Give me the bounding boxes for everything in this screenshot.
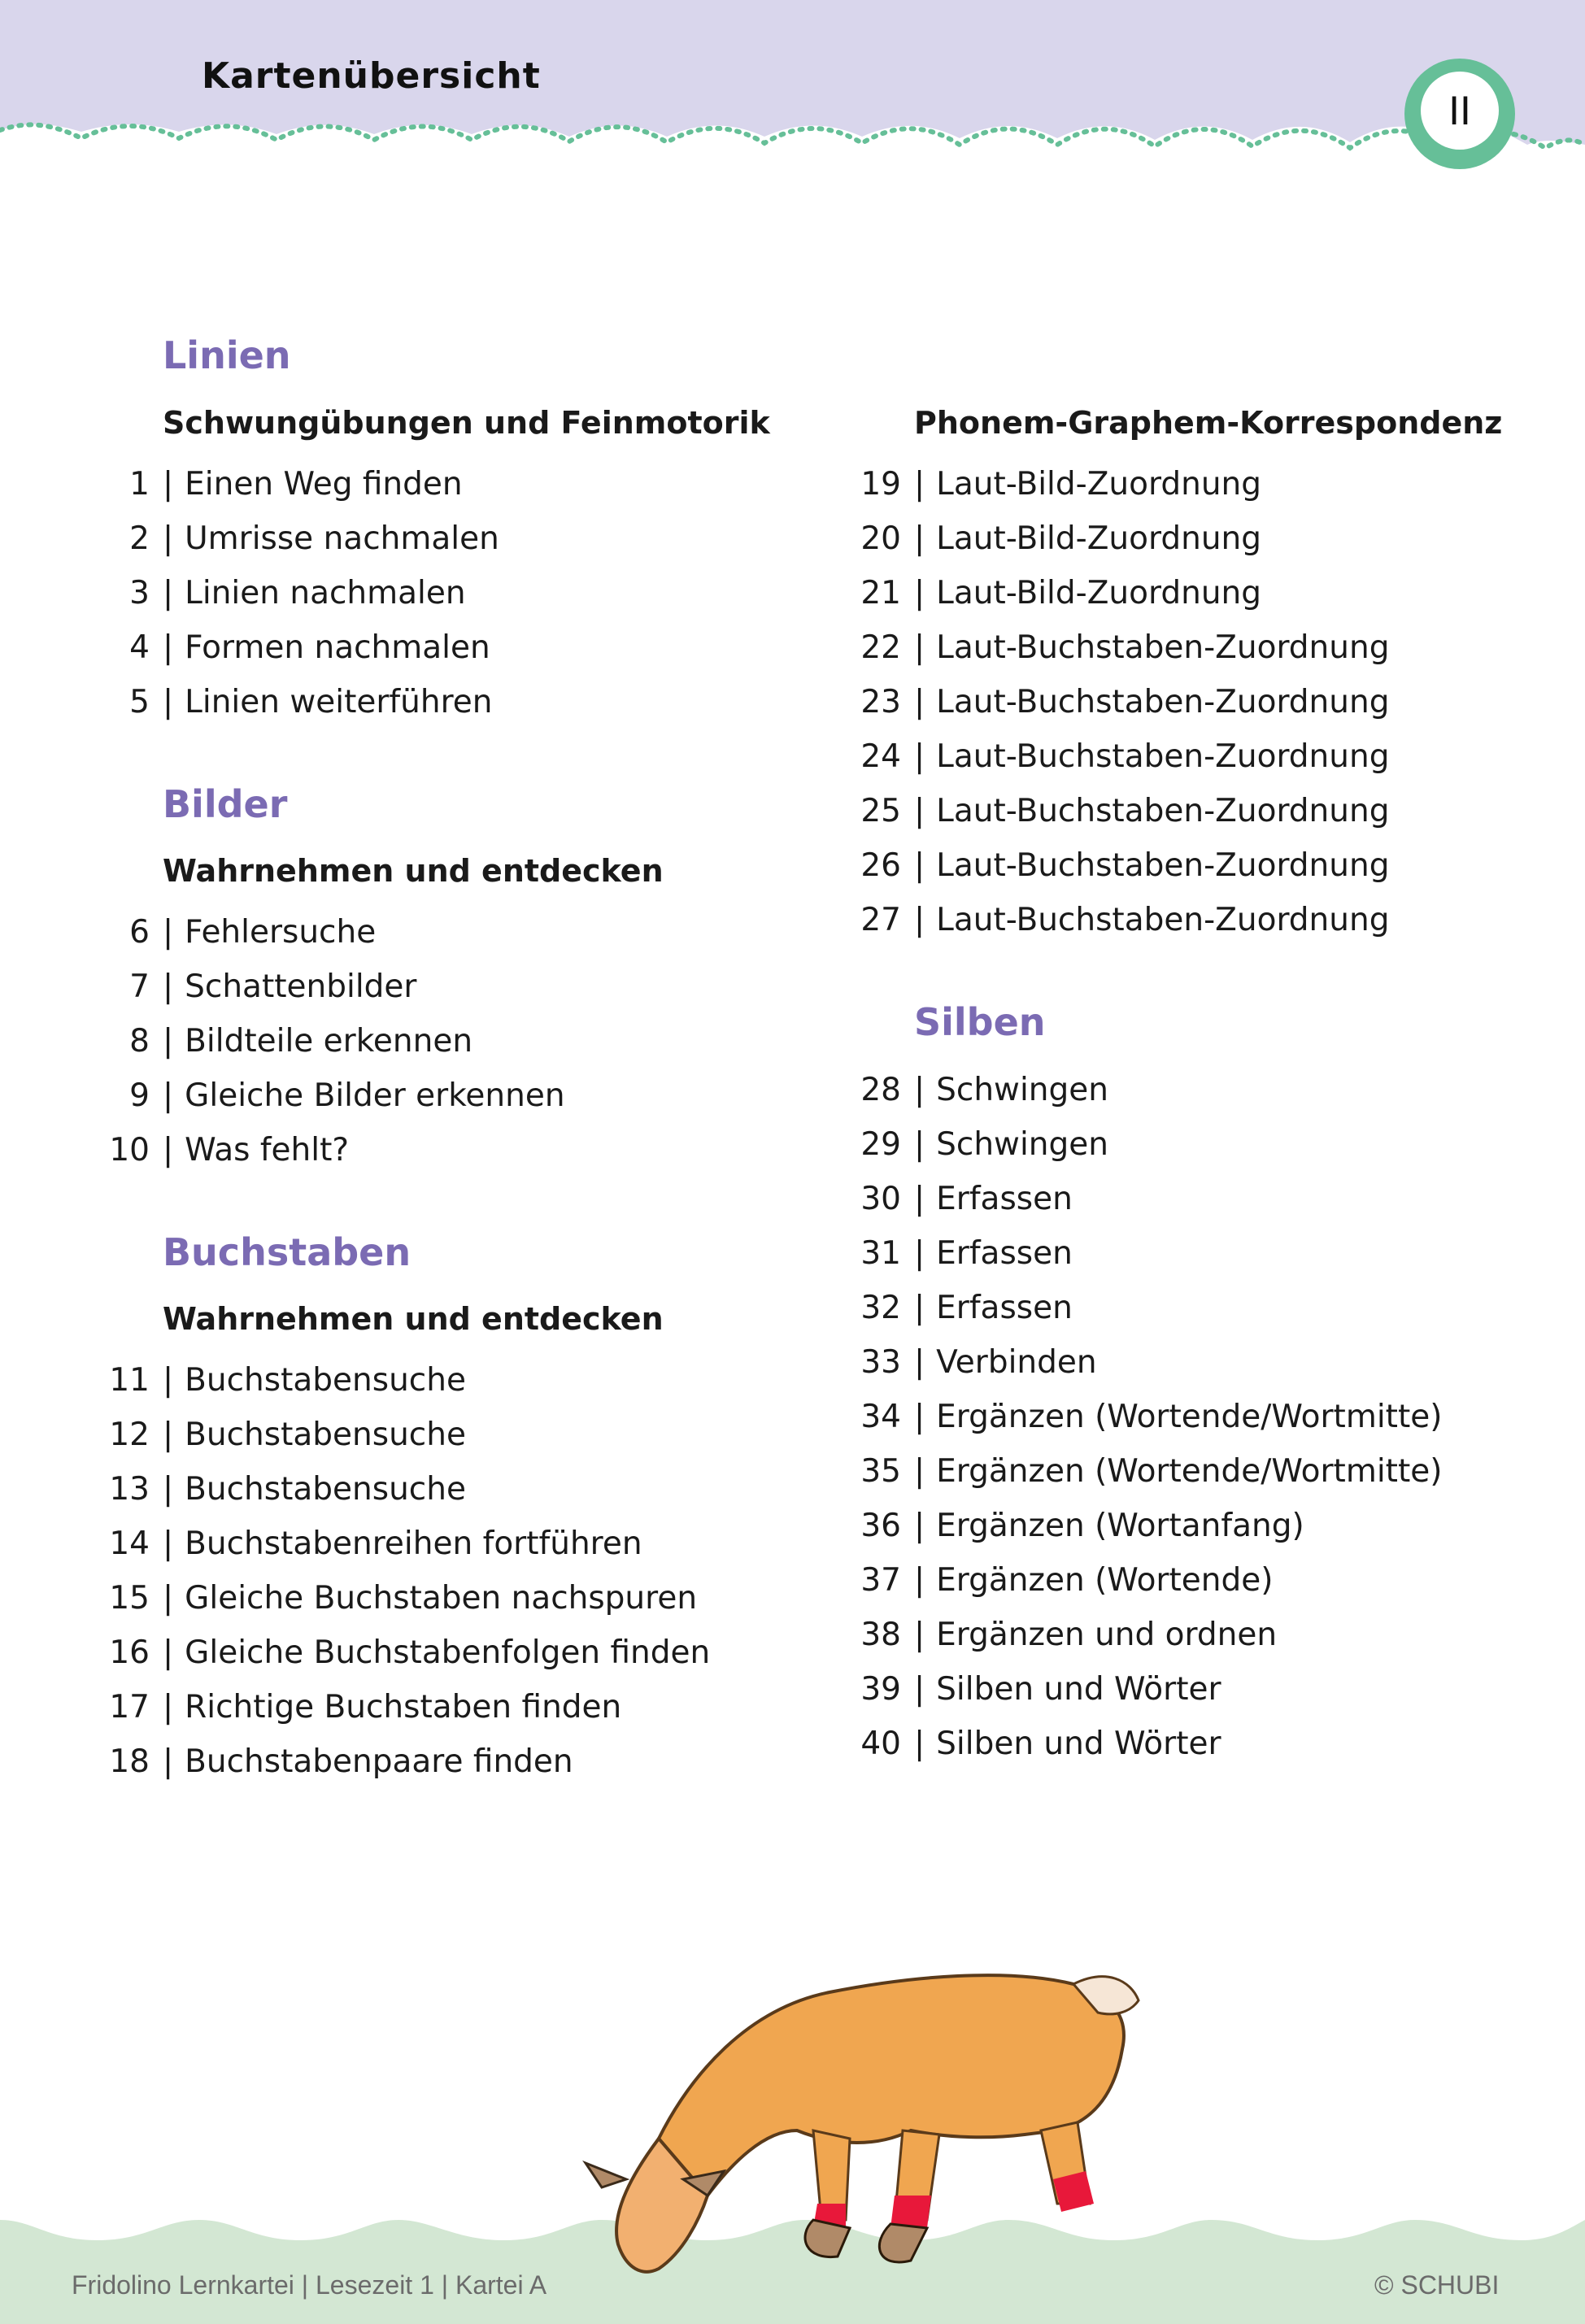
card-number: 31 [860, 1235, 901, 1272]
card-title: Ergänzen und ordnen [936, 1617, 1278, 1653]
card-number: 26 [860, 847, 901, 884]
list-item [834, 675, 1389, 729]
card-number: 19 [860, 466, 901, 503]
card-title: Buchstabensuche [185, 1417, 466, 1453]
card-number: 7 [129, 968, 150, 1005]
list-item [834, 1390, 1442, 1444]
card-number: 1 [129, 466, 150, 503]
separator: | [914, 1726, 925, 1762]
card-number: 13 [109, 1471, 150, 1508]
list-item [834, 566, 1261, 620]
card-number: 39 [860, 1671, 901, 1708]
card-title: Laut-Bild-Zuordnung [936, 575, 1262, 611]
page-badge [1404, 59, 1515, 169]
separator: | [163, 1077, 174, 1114]
section-title: Buchstaben [163, 1230, 411, 1274]
card-title: Buchstabenreihen fortführen [185, 1525, 642, 1562]
card-title: Ergänzen (Wortende/Wortmitte) [936, 1399, 1443, 1435]
list-item [83, 1734, 573, 1789]
card-title: Richtige Buchstaben finden [185, 1689, 622, 1726]
separator: | [163, 575, 174, 611]
list-item [834, 1117, 1108, 1172]
list-item [834, 893, 1389, 947]
separator: | [914, 902, 925, 938]
card-number: 12 [109, 1417, 150, 1453]
footer-product: Fridolino Lernkartei | Lesezeit 1 | Kartei A [72, 2270, 547, 2300]
card-title: Laut-Buchstaben-Zuordnung [936, 738, 1390, 775]
separator: | [914, 738, 925, 775]
card-title: Gleiche Buchstaben nachspuren [185, 1580, 698, 1617]
card-title: Erfassen [936, 1235, 1073, 1272]
card-number: 40 [860, 1726, 901, 1762]
card-title: Ergänzen (Wortende) [936, 1562, 1274, 1599]
card-title: Schwingen [936, 1072, 1108, 1108]
list-item [83, 1517, 642, 1571]
card-number: 21 [860, 575, 901, 611]
card-title: Verbinden [936, 1344, 1097, 1381]
card-title: Laut-Buchstaben-Zuordnung [936, 684, 1390, 720]
separator: | [914, 1344, 925, 1381]
list-item [834, 1281, 1073, 1335]
separator: | [914, 793, 925, 829]
separator: | [914, 1181, 925, 1217]
list-item [834, 1717, 1221, 1771]
list-item [83, 1625, 710, 1680]
card-title: Schattenbilder [185, 968, 417, 1005]
separator: | [163, 968, 174, 1005]
card-number: 16 [109, 1634, 150, 1671]
separator: | [914, 1453, 925, 1490]
card-title: Was fehlt? [185, 1132, 350, 1169]
separator: | [163, 1525, 174, 1562]
card-number: 24 [860, 738, 901, 775]
list-item [83, 1123, 349, 1177]
card-number: 36 [860, 1508, 901, 1544]
card-number: 9 [129, 1077, 150, 1114]
separator: | [163, 1580, 174, 1617]
badge-label: II [1421, 72, 1499, 150]
card-number: 25 [860, 793, 901, 829]
list-item [83, 511, 499, 566]
card-title: Silben und Wörter [936, 1671, 1221, 1708]
list-item [83, 960, 416, 1014]
separator: | [914, 1399, 925, 1435]
separator: | [914, 629, 925, 666]
section-title: Bilder [163, 782, 288, 826]
card-title: Gleiche Bilder erkennen [185, 1077, 565, 1114]
list-item [834, 784, 1389, 838]
card-title: Laut-Buchstaben-Zuordnung [936, 793, 1390, 829]
list-item [83, 620, 490, 675]
list-item [83, 1353, 466, 1408]
list-item [834, 1172, 1073, 1226]
separator: | [163, 466, 174, 503]
list-item [83, 1014, 472, 1068]
separator: | [914, 1562, 925, 1599]
card-number: 28 [860, 1072, 901, 1108]
card-number: 10 [109, 1132, 150, 1169]
card-title: Laut-Bild-Zuordnung [936, 520, 1262, 557]
list-item [83, 1462, 466, 1517]
separator: | [914, 1235, 925, 1272]
card-title: Laut-Bild-Zuordnung [936, 466, 1262, 503]
card-number: 38 [860, 1617, 901, 1653]
section-subtitle: Wahrnehmen und entdecken [163, 1301, 664, 1337]
card-title: Ergänzen (Wortanfang) [936, 1508, 1304, 1544]
list-item [834, 838, 1389, 893]
separator: | [163, 1471, 174, 1508]
section-title: Silben [914, 1000, 1046, 1044]
separator: | [914, 466, 925, 503]
card-number: 23 [860, 684, 901, 720]
card-title: Erfassen [936, 1290, 1073, 1326]
card-title: Erfassen [936, 1181, 1073, 1217]
card-title: Buchstabenpaare finden [185, 1743, 573, 1780]
separator: | [914, 684, 925, 720]
separator: | [163, 1689, 174, 1726]
card-title: Gleiche Buchstabenfolgen finden [185, 1634, 711, 1671]
list-item [83, 1571, 697, 1625]
card-title: Ergänzen (Wortende/Wortmitte) [936, 1453, 1443, 1490]
list-item [83, 566, 466, 620]
list-item [834, 1063, 1108, 1117]
card-title: Laut-Buchstaben-Zuordnung [936, 847, 1390, 884]
card-number: 34 [860, 1399, 901, 1435]
separator: | [163, 1743, 174, 1780]
list-item [83, 675, 492, 729]
card-number: 8 [129, 1023, 150, 1060]
card-number: 11 [109, 1362, 150, 1399]
card-title: Linien nachmalen [185, 575, 466, 611]
card-number: 20 [860, 520, 901, 557]
list-item [834, 1444, 1442, 1499]
section-subtitle: Phonem-Graphem-Korrespondenz [914, 405, 1503, 441]
separator: | [914, 1671, 925, 1708]
card-number: 5 [129, 684, 150, 720]
list-item [834, 511, 1261, 566]
separator: | [914, 847, 925, 884]
card-number: 17 [109, 1689, 150, 1726]
separator: | [163, 1634, 174, 1671]
separator: | [163, 520, 174, 557]
card-number: 14 [109, 1525, 150, 1562]
separator: | [163, 914, 174, 951]
list-item [834, 729, 1389, 784]
card-number: 15 [109, 1580, 150, 1617]
separator: | [914, 1126, 925, 1163]
list-item [83, 457, 463, 511]
card-title: Laut-Buchstaben-Zuordnung [936, 902, 1390, 938]
list-item [83, 905, 376, 960]
llama-illustration [569, 1935, 1187, 2293]
card-number: 27 [860, 902, 901, 938]
card-title: Einen Weg finden [185, 466, 463, 503]
card-title: Buchstabensuche [185, 1471, 466, 1508]
separator: | [163, 629, 174, 666]
card-number: 32 [860, 1290, 901, 1326]
section-subtitle: Wahrnehmen und entdecken [163, 853, 664, 889]
separator: | [914, 1072, 925, 1108]
list-item [834, 457, 1261, 511]
card-number: 6 [129, 914, 150, 951]
separator: | [914, 1290, 925, 1326]
card-number: 18 [109, 1743, 150, 1780]
card-number: 2 [129, 520, 150, 557]
section-subtitle: Schwungübungen und Feinmotorik [163, 405, 770, 441]
card-number: 30 [860, 1181, 901, 1217]
page-title: Kartenübersicht [202, 55, 541, 97]
card-number: 37 [860, 1562, 901, 1599]
separator: | [163, 1417, 174, 1453]
list-item [834, 620, 1389, 675]
card-number: 35 [860, 1453, 901, 1490]
section-title: Linien [163, 333, 291, 377]
card-title: Umrisse nachmalen [185, 520, 499, 557]
card-number: 3 [129, 575, 150, 611]
card-title: Formen nachmalen [185, 629, 490, 666]
card-title: Schwingen [936, 1126, 1108, 1163]
card-number: 29 [860, 1126, 901, 1163]
card-title: Laut-Buchstaben-Zuordnung [936, 629, 1390, 666]
card-title: Buchstabensuche [185, 1362, 466, 1399]
card-number: 4 [129, 629, 150, 666]
list-item [834, 1226, 1073, 1281]
separator: | [163, 1362, 174, 1399]
list-item [834, 1335, 1097, 1390]
card-title: Fehlersuche [185, 914, 377, 951]
footer-copyright: © SCHUBI [1374, 2270, 1500, 2300]
separator: | [914, 520, 925, 557]
list-item [834, 1608, 1277, 1662]
separator: | [163, 1132, 174, 1169]
list-item [83, 1068, 565, 1123]
list-item [83, 1408, 466, 1462]
list-item [834, 1553, 1273, 1608]
list-item [834, 1499, 1304, 1553]
separator: | [914, 575, 925, 611]
card-number: 33 [860, 1344, 901, 1381]
card-title: Linien weiterführen [185, 684, 493, 720]
card-title: Bildteile erkennen [185, 1023, 473, 1060]
separator: | [914, 1617, 925, 1653]
card-title: Silben und Wörter [936, 1726, 1221, 1762]
separator: | [163, 684, 174, 720]
list-item [834, 1662, 1221, 1717]
separator: | [163, 1023, 174, 1060]
list-item [83, 1680, 621, 1734]
card-number: 22 [860, 629, 901, 666]
separator: | [914, 1508, 925, 1544]
